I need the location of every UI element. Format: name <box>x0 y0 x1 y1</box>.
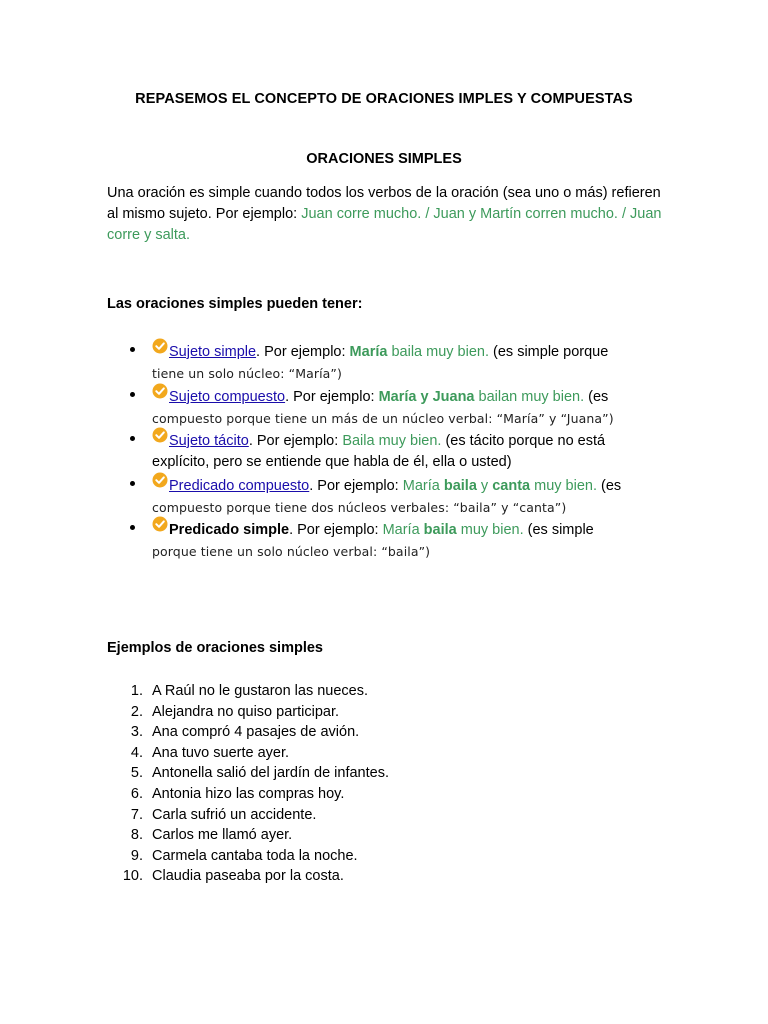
examples-list <box>0 681 768 887</box>
item-number: 6. <box>130 785 143 802</box>
note-text-2: compuesto porque tiene un más de un núcleo verbal: “María” y “Juana”) <box>152 410 614 426</box>
bullet-text: . Por ejemplo: <box>248 433 343 449</box>
example-bold: canta <box>492 477 531 494</box>
intro-examples: Juan corre mucho. / Juan y Martín corren mucho. / Juan corre y salta. <box>107 206 662 243</box>
link-sujeto-tacito[interactable]: Sujeto tácito <box>169 433 249 449</box>
list-item <box>0 383 652 428</box>
bullet-text: . Por ejemplo: <box>289 522 383 538</box>
note-text: (es simple porque <box>489 344 609 360</box>
item-text: Carlos me llamó ayer. <box>152 827 293 844</box>
intro-text: Una oración es simple cuando todos los verbos de la oración (sea uno o más) refieren al mismo sujeto. Por ejemplo: <box>107 185 661 222</box>
note-text-2: compuesto porque tiene dos núcleos verbales: “baila” y “canta”) <box>152 499 567 515</box>
note-text-2: tiene un solo núcleo: “María”) <box>152 366 342 381</box>
bullet-dot <box>130 347 135 352</box>
bullet-list <box>0 338 768 561</box>
note-text: (es <box>584 388 609 405</box>
list-item <box>0 866 768 887</box>
check-badge-icon <box>152 427 168 443</box>
example-text: Baila muy bien. <box>342 433 442 449</box>
bullet-dot <box>130 436 135 441</box>
bullet-text: . Por ejemplo: <box>285 388 379 405</box>
list-item <box>0 427 652 472</box>
list-item <box>0 805 768 826</box>
list-item <box>0 743 768 764</box>
link-sujeto-compuesto[interactable]: Sujeto compuesto <box>169 388 286 405</box>
example-text: baila muy bien. <box>387 344 489 360</box>
note-text-2: explícito, pero se entiende que habla de él, ella o usted) <box>152 454 512 470</box>
item-number: 4. <box>130 744 143 761</box>
note-text-2: porque tiene un solo núcleo verbal: “baila”) <box>152 544 431 559</box>
list-item <box>0 681 768 702</box>
check-badge-icon <box>152 338 168 354</box>
example-bold: María <box>349 344 388 360</box>
list-item <box>0 516 652 561</box>
bullet-text: . Por ejemplo: <box>309 477 403 494</box>
example-text: María <box>382 522 424 538</box>
link-sujeto-simple[interactable]: Sujeto simple <box>169 344 257 360</box>
example-bold: baila <box>423 522 457 538</box>
example-text: y <box>476 477 493 494</box>
bullet-dot <box>130 525 135 530</box>
list-item <box>0 722 768 743</box>
check-badge-icon <box>152 383 168 399</box>
list-item <box>0 825 768 846</box>
item-number: 9. <box>130 847 143 864</box>
item-text: Claudia paseaba por la costa. <box>152 868 344 885</box>
item-text: Carmela cantaba toda la noche. <box>152 847 358 864</box>
list-item <box>0 784 768 805</box>
heading-ejemplos: Ejemplos de oraciones simples <box>107 640 323 656</box>
document-title: REPASEMOS EL CONCEPTO DE ORACIONES IMPLES Y COMPUESTAS <box>135 91 633 107</box>
list-item <box>0 702 768 723</box>
item-number: 3. <box>130 724 143 741</box>
example-text: muy bien. <box>530 477 597 494</box>
list-item <box>0 472 652 517</box>
item-number: 5. <box>130 765 143 782</box>
list-item <box>0 338 652 383</box>
note-text: (es simple <box>523 522 594 538</box>
item-text: Alejandra no quiso participar. <box>152 703 340 720</box>
example-bold: María y Juana <box>378 388 475 405</box>
note-text: (es tácito porque no está <box>441 433 606 449</box>
term-predicado-simple: Predicado simple <box>169 522 290 538</box>
section-title-oraciones-simples: ORACIONES SIMPLES <box>306 151 462 167</box>
item-number: 2. <box>130 703 143 720</box>
example-text: María <box>402 477 444 494</box>
item-text: A Raúl no le gustaron las nueces. <box>152 683 369 699</box>
intro-paragraph <box>107 183 667 246</box>
item-text: Antonia hizo las compras hoy. <box>152 785 345 802</box>
example-text: muy bien. <box>456 522 524 538</box>
item-text: Ana tuvo suerte ayer. <box>152 744 290 761</box>
item-number: 7. <box>130 806 143 823</box>
example-text: bailan muy bien. <box>474 388 585 405</box>
item-number: 1. <box>130 683 143 699</box>
bullet-dot <box>130 392 135 397</box>
bullet-dot <box>130 481 135 486</box>
item-text: Antonella salió del jardín de infantes. <box>152 765 389 782</box>
item-number: 10. <box>122 868 143 885</box>
bullet-text: . Por ejemplo: <box>256 344 350 360</box>
note-text: (es <box>597 477 622 494</box>
item-number: 8. <box>130 827 143 844</box>
list-item <box>0 846 768 867</box>
item-text: Ana compró 4 pasajes de avión. <box>152 724 360 741</box>
list-item <box>0 763 768 784</box>
check-badge-icon <box>152 472 168 488</box>
link-predicado-compuesto[interactable]: Predicado compuesto <box>169 477 310 494</box>
example-bold: baila <box>443 477 477 494</box>
check-badge-icon <box>152 516 168 532</box>
heading-pueden-tener: Las oraciones simples pueden tener: <box>107 296 363 312</box>
item-text: Carla sufrió un accidente. <box>152 806 317 823</box>
